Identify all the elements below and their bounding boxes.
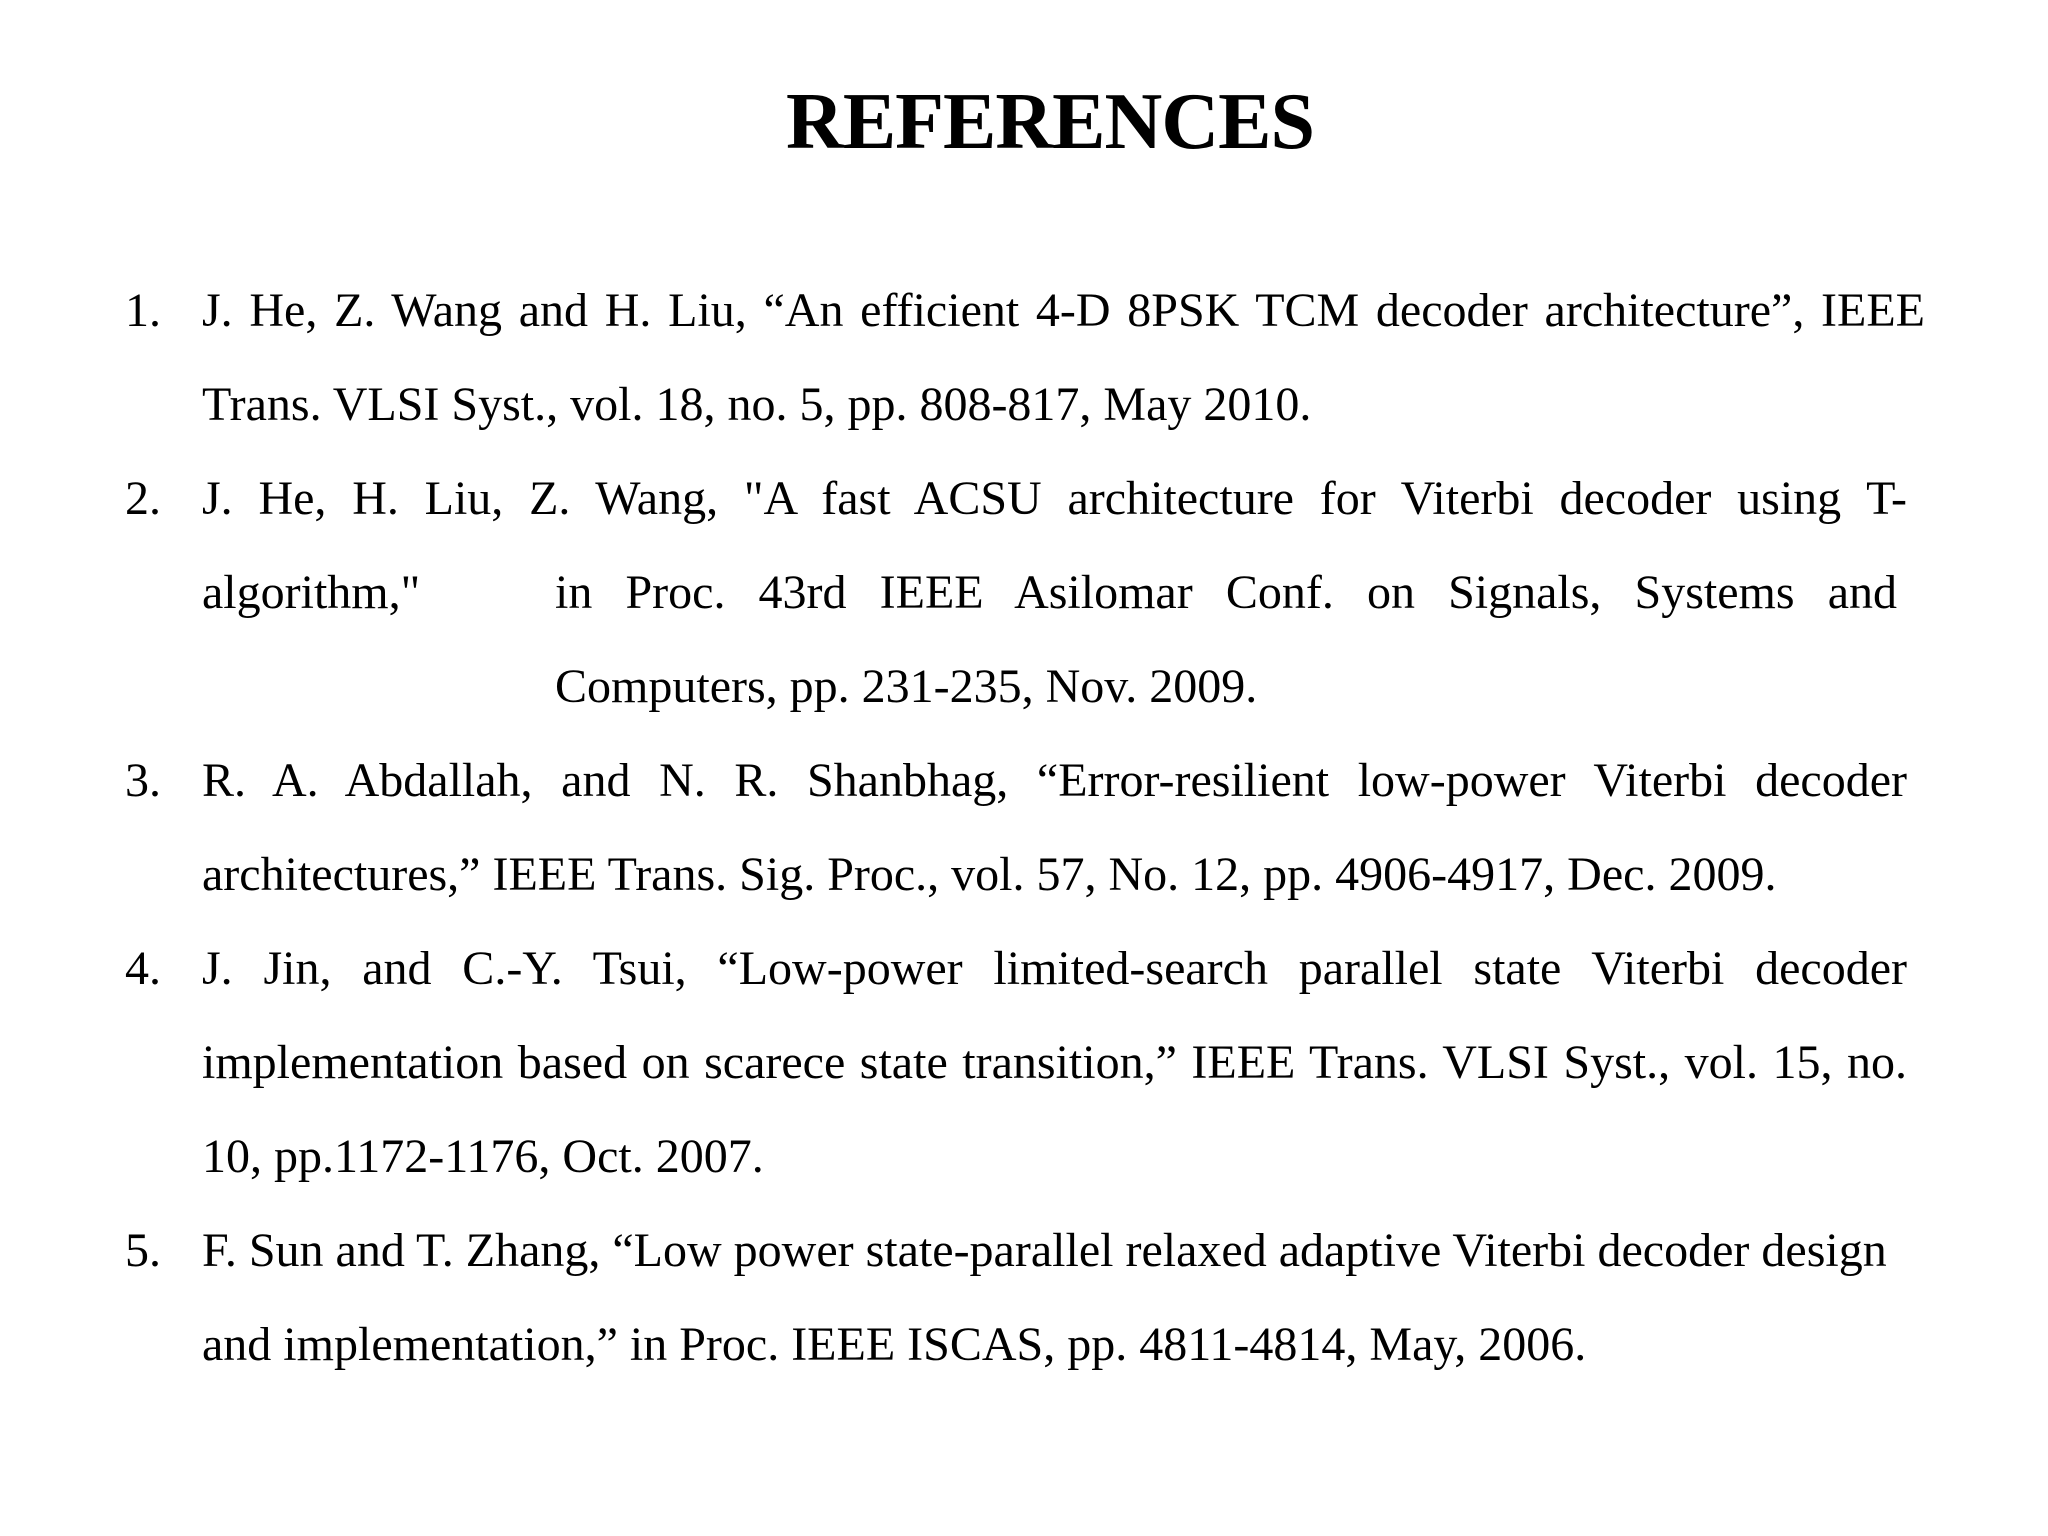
- page-title: REFERENCES: [786, 78, 1314, 166]
- list-item: [125, 734, 1925, 922]
- reference-number: 5.: [125, 1224, 161, 1277]
- reference-number: 1.: [125, 284, 161, 337]
- reference-list: [125, 264, 1925, 1392]
- reference-text: J. Jin, and C.-Y. Tsui, “Low-power limited-search parallel state Viterbi decoder implementation based on scarece state transition,” IEEE Trans. VLSI Syst., vol. 15, no. 10, pp.1172-1176, Oct. 2007.: [202, 942, 1907, 1183]
- reference-text-continuation: [202, 546, 1907, 734]
- reference-number: 4.: [125, 942, 161, 995]
- list-item: [125, 264, 1925, 452]
- reference-text: J. He, Z. Wang and H. Liu, “An efficient 4-D 8PSK TCM decoder architecture”, IEEE Trans. VLSI Syst., vol. 18, no. 5, pp. 808-817, May 2010.: [202, 284, 1925, 431]
- reference-number: 3.: [125, 754, 161, 807]
- list-item: [125, 1204, 1925, 1392]
- reference-text: F. Sun and T. Zhang, “Low power state-parallel relaxed adaptive Viterbi decoder design and implementation,” in Proc. IEEE ISCAS, pp. 4811-4814, May, 2006.: [202, 1224, 1887, 1371]
- list-item: [125, 452, 1925, 734]
- reference-text: J. He, H. Liu, Z. Wang, "A fast ACSU architecture for Viterbi decoder using T-: [202, 472, 1907, 525]
- reference-text: in Proc. 43rd IEEE Asilomar Conf. on Signals, Systems and Computers, pp. 231-235, Nov. 2009.: [555, 566, 1897, 713]
- reference-text: R. A. Abdallah, and N. R. Shanbhag, “Error-resilient low-power Viterbi decoder architectures,” IEEE Trans. Sig. Proc., vol. 57, No. 12, pp. 4906-4917, Dec. 2009.: [202, 754, 1907, 901]
- reference-number: 2.: [125, 472, 161, 525]
- reference-text: algorithm,": [202, 566, 421, 619]
- list-item: [125, 922, 1925, 1204]
